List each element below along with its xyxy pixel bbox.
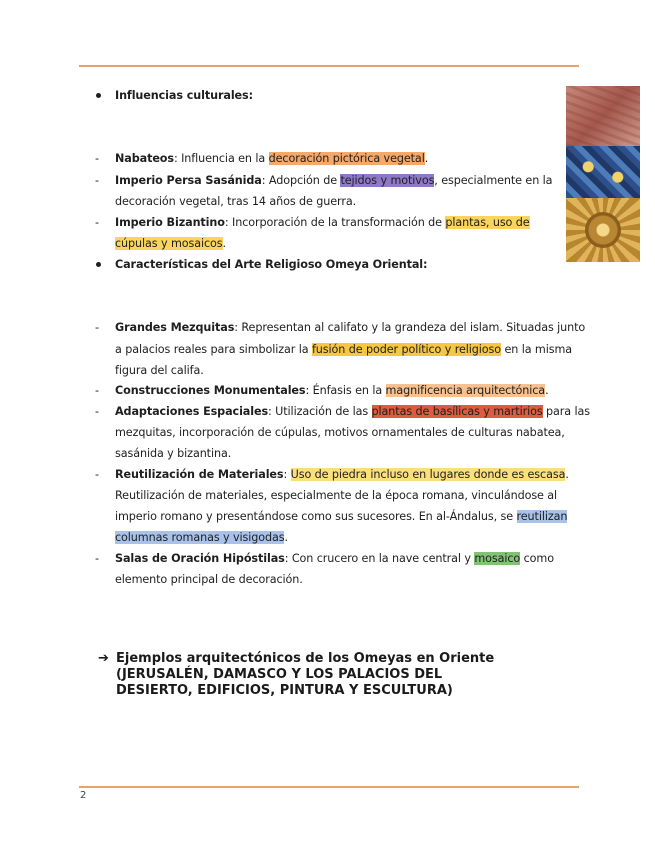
stone-relief-photo bbox=[566, 86, 640, 146]
item-nabateos: Nabateos: Influencia en la decoración pictórica vegetal. bbox=[115, 152, 429, 165]
item-bizantino: Imperio Bizantino: Incorporación de la transformación de plantas, uso de bbox=[115, 216, 530, 229]
dash: - bbox=[95, 321, 100, 334]
footer-rule bbox=[79, 786, 579, 788]
section-title-caracteristicas: Características del Arte Religioso Omeya Oriental: bbox=[115, 258, 428, 271]
item-persa: Imperio Persa Sasánida: Adopción de tejidos y motivos, especialmente en la bbox=[115, 174, 553, 187]
item-reutilizacion-line2: Reutilización de materiales, especialmente de la época romana, vinculándose al bbox=[115, 489, 558, 502]
section-title-influencias: Influencias culturales: bbox=[115, 89, 253, 102]
dash: - bbox=[95, 468, 100, 481]
dash: - bbox=[95, 552, 100, 565]
dash: - bbox=[95, 405, 100, 418]
item-adaptaciones: Adaptaciones Espaciales: Utilización de las plantas de basílicas y martirios para las bbox=[115, 405, 591, 418]
bullet bbox=[96, 93, 101, 98]
dash: - bbox=[95, 152, 100, 165]
item-adaptaciones-line2: mezquitas, incorporación de cúpulas, motivos ornamentales de culturas nabatea, bbox=[115, 426, 565, 439]
dash: - bbox=[95, 384, 100, 397]
arrow-icon: ➔ bbox=[98, 651, 109, 666]
item-mezquitas-line2: a palacios reales para simbolizar la fusión de poder político y religioso en la misma bbox=[115, 343, 573, 356]
item-reutilizacion: Reutilización de Materiales: Uso de piedra incluso en lugares donde es escasa. bbox=[115, 468, 569, 481]
header-rule bbox=[79, 65, 579, 67]
item-persa-line2: decoración vegetal, tras 14 años de guerra. bbox=[115, 195, 357, 208]
item-salas: Salas de Oración Hipóstilas: Con crucero en la nave central y mosaico como bbox=[115, 552, 554, 565]
item-salas-line2: elemento principal de decoración. bbox=[115, 573, 303, 586]
golden-dome-photo bbox=[566, 198, 640, 262]
blue-mosaic-photo bbox=[566, 146, 640, 198]
item-mezquitas-line3: figura del califa. bbox=[115, 364, 204, 377]
item-reutilizacion-line4: columnas romanas y visigodas. bbox=[115, 531, 288, 544]
dash: - bbox=[95, 174, 100, 187]
bullet bbox=[96, 262, 101, 267]
section-heading: ➔ Ejemplos arquitectónicos de los Omeyas en Oriente (JERUSALÉN, DAMASCO Y LOS PALACIOS DEL DESIERTO, EDIFICIOS, PINTURA Y ESCULTURA) bbox=[98, 651, 495, 698]
item-mezquitas: Grandes Mezquitas: Representan al califato y la grandeza del islam. Situadas junto bbox=[115, 321, 586, 334]
item-adaptaciones-line3: sasánida y bizantina. bbox=[115, 447, 232, 460]
dash: - bbox=[95, 216, 100, 229]
item-reutilizacion-line3: imperio romano y presentándose como sus sucesores. En al-Ándalus, se reutilizan bbox=[115, 510, 568, 523]
page-number: 2 bbox=[80, 790, 87, 801]
item-construcciones: Construcciones Monumentales: Énfasis en la magnificencia arquitectónica. bbox=[115, 384, 549, 397]
item-bizantino-line2: cúpulas y mosaicos. bbox=[115, 237, 226, 250]
